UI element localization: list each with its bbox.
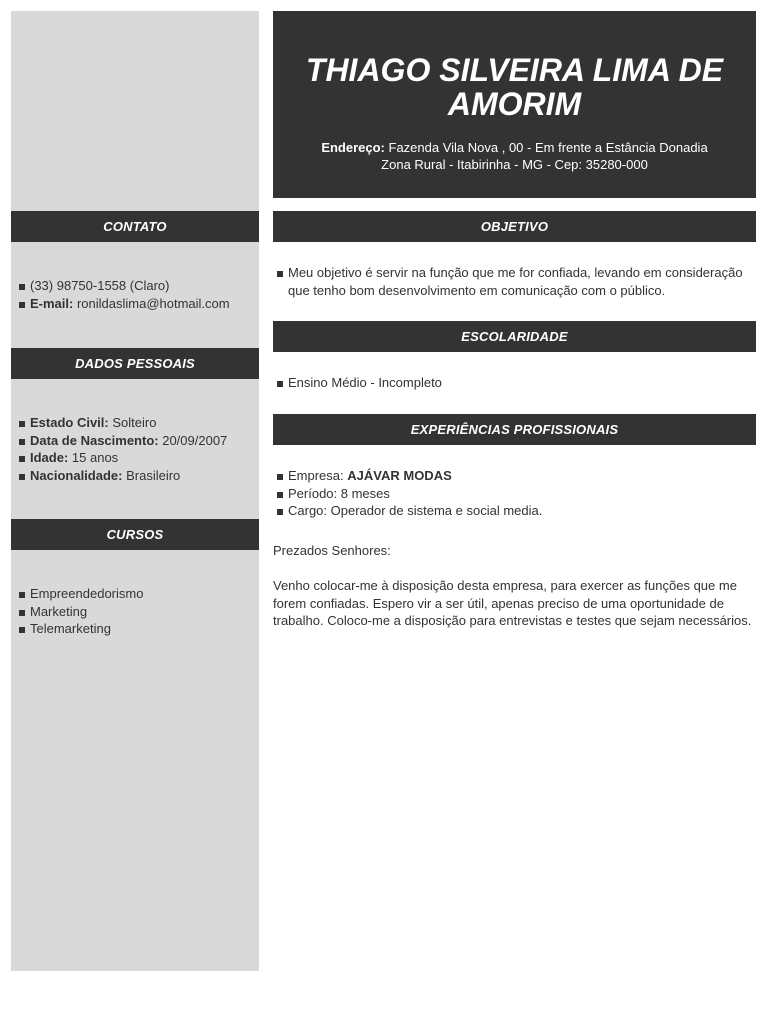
list-item: Marketing: [15, 603, 255, 621]
letter-body: Venho colocar-me à disposição desta empresa, para exercer as funções que me forem confiadas. Espero vir a ser útil, apenas preciso de uma oportunidade de trabalho. Coloco-me a disposição para entrevistas e testes que sejam necessários.: [273, 578, 752, 628]
list-item: Estado Civil: Solteiro: [15, 414, 255, 432]
bullet-icon: [19, 627, 25, 633]
bullet-icon: [277, 492, 283, 498]
letter-greeting: Prezados Senhores:: [273, 543, 391, 558]
address-text: Fazenda Vila Nova , 00 - Em frente a Estância Donadia: [388, 140, 708, 155]
bullet-icon: [19, 284, 25, 290]
bullet-icon: [19, 456, 25, 462]
section-title-escolaridade: ESCOLARIDADE: [273, 321, 756, 352]
bullet-icon: [19, 439, 25, 445]
bullet-icon: [277, 509, 283, 515]
address-label: Endereço:: [321, 140, 385, 155]
objective-list: [273, 264, 756, 299]
experience-list: [273, 467, 756, 520]
resume-header: [273, 11, 756, 198]
contact-email: E-mail: ronildaslima@hotmail.com: [15, 295, 255, 313]
sidebar: [11, 11, 259, 971]
contact-phone: (33) 98750-1558 (Claro): [15, 277, 255, 295]
address-block: [283, 139, 746, 173]
list-item: Empresa: AJÁVAR MODAS: [273, 467, 756, 485]
bullet-icon: [277, 381, 283, 387]
section-title-dados-pessoais: DADOS PESSOAIS: [11, 348, 259, 379]
bullet-icon: [19, 610, 25, 616]
list-item: Ensino Médio - Incompleto: [273, 374, 756, 392]
bullet-icon: [277, 271, 283, 277]
address-line-2: Zona Rural - Itabirinha - MG - Cep: 35280-000: [381, 157, 648, 172]
bullet-icon: [19, 474, 25, 480]
bullet-icon: [19, 592, 25, 598]
candidate-name: THIAGO SILVEIRA LIMA DE AMORIM: [305, 52, 724, 122]
contact-list: [15, 277, 255, 312]
list-item: Data de Nascimento: 20/09/2007: [15, 432, 255, 450]
objective-text: Meu objetivo é servir na função que me for confiada, levando em consideração que tenho bom desenvolvimento em comunicação com o público.: [273, 264, 756, 299]
section-title-cursos: CURSOS: [11, 519, 259, 550]
address-line-1: [283, 139, 746, 156]
courses-list: [15, 585, 255, 638]
list-item: Idade: 15 anos: [15, 449, 255, 467]
list-item: Cargo: Operador de sistema e social media.: [273, 502, 756, 520]
bullet-icon: [19, 421, 25, 427]
list-item: Período: 8 meses: [273, 485, 756, 503]
email-link[interactable]: ronildaslima@hotmail.com: [76, 295, 230, 311]
section-title-contato: CONTATO: [11, 211, 259, 242]
list-item: Nacionalidade: Brasileiro: [15, 467, 255, 485]
bullet-icon: [277, 474, 283, 480]
section-title-objetivo: OBJETIVO: [273, 211, 756, 242]
list-item: Telemarketing: [15, 620, 255, 638]
section-title-experiencias: EXPERIÊNCIAS PROFISSIONAIS: [273, 414, 756, 445]
personal-data-list: [15, 414, 255, 484]
education-list: [273, 374, 756, 392]
bullet-icon: [19, 302, 25, 308]
list-item: Empreendedorismo: [15, 585, 255, 603]
